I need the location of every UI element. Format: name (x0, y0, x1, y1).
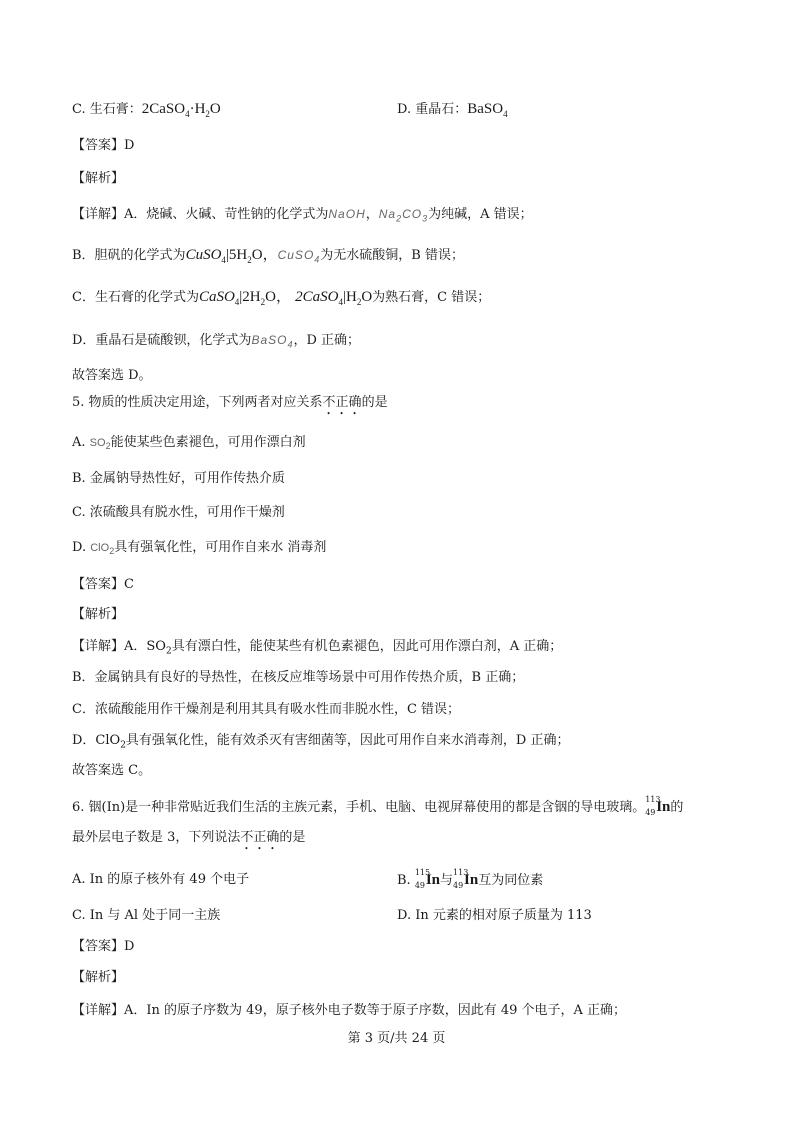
formula: $CuSO_4|5H_2O$， (185, 247, 278, 265)
q5-detail-c: C．浓硫酸能用作干燥剂是利用其具有吸水性而非脱水性，C 错误； (72, 702, 461, 717)
q5-option-c: C. 浓硫酸具有脱水性，可用作干燥剂 (72, 505, 285, 520)
q5-analysis-heading: 【解析】 (72, 607, 125, 622)
q4-detail-a: 【详解】A．烧碱、火碱、苛性钠的化学式为NaOH，$Na_2CO_3$为纯碱，A 错误； (72, 207, 533, 224)
q6-option-c: C. In 与 Al 处于同一主族 (72, 908, 221, 923)
q6-detail-a: 【详解】A．In 的原子序数为 49，原子核外电子数等于原子序数，因此有 49 个电子，A 正确； (72, 1003, 627, 1018)
q4-detail-b: B．胆矾的化学式为$CuSO_4|5H_2O$，CuSO$_4$为无水硫酸铜，B 错误； (72, 247, 464, 265)
formula: NaOH (328, 207, 366, 221)
q4-detail-c: C．生石膏的化学式为$CaSO_4|2H_2O$， $2CaSO_4|H_2O$为熟石膏，C 错误； (72, 289, 491, 307)
formula: $CaSO_4|2H_2O$， (198, 289, 291, 307)
q6-answer: 【答案】D (72, 939, 135, 954)
formula: CuSO$_4$ (277, 248, 321, 265)
isotope-symbol: 113 49 In (453, 868, 479, 890)
formula: $2CaSO_4\cdot H_2O$ (141, 101, 221, 119)
formula: BaSO$_4$ (467, 101, 508, 119)
q6-option-a: A. In 的原子核外有 49 个电子 (72, 872, 250, 887)
formula: $Na_2CO_3$ (378, 207, 429, 224)
q5-answer: 【答案】C (72, 577, 134, 592)
q4-option-d: D. 重晶石：BaSO$_4$ (397, 101, 508, 119)
q4-analysis-heading: 【解析】 (72, 171, 125, 186)
q4-answer: 【答案】D (72, 138, 135, 153)
q4-option-c: C. 生石膏：$2CaSO_4\cdot H_2O$ (72, 101, 221, 119)
q5-option-b: B. 金属钠导热性好，可用作传热介质 (72, 471, 285, 486)
q6-option-d: D. In 元素的相对原子质量为 113 (397, 908, 592, 923)
page-footer: 第 3 页/共 24 页 (347, 1031, 446, 1046)
q5-option-a: A. $SO_2$能使某些色素褪色，可用作漂白剂 (72, 435, 306, 452)
formula: ClO$_2$ (90, 542, 115, 557)
isotope-symbol: 115 49 In (414, 868, 441, 890)
q6-analysis-heading: 【解析】 (72, 970, 125, 985)
q4-conclusion: 故答案选 D。 (72, 368, 152, 383)
q5-detail-d: D．ClO$_2$具有强氧化性，能有效杀灭有害细菌等，因此可用作自来水消毒剂，D 正确； (72, 733, 570, 751)
q4-detail-d: D．重晶石是硫酸钡，化学式为BaSO$_4$，D 正确； (72, 333, 361, 350)
formula: $2CaSO_4|H_2O$ (295, 289, 373, 307)
formula: $SO_2$ (89, 437, 111, 452)
q6-stem-line1: 6. 铟(In)是一种非常贴近我们生活的主族元素，手机、电脑、电视屏幕使用的都是含铟的导电玻璃。 113 49 In的 (72, 795, 684, 817)
q5-detail-a: 【详解】A．$SO_2$具有漂白性，能使某些有机色素褪色，因此可用作漂白剂，A 正确； (72, 639, 563, 657)
q5-detail-b: B．金属钠具有良好的导热性，在核反应堆等场景中可用作传热介质，B 正确； (72, 670, 525, 685)
q6-option-b: B. 115 49 In与 113 49 In互为同位素 (397, 868, 544, 890)
q5-conclusion: 故答案选 C。 (72, 763, 152, 778)
formula: BaSO$_4$ (251, 333, 294, 350)
q5-stem: 5. 物质的性质决定用途，下列两者对应关系不正确的是 (72, 395, 388, 410)
q5-option-d: D. ClO$_2$具有强氧化性，可用作自来水 消毒剂 (72, 540, 327, 557)
q6-stem-line2: 最外层电子数是 3，下列说法不正确的是 (72, 830, 306, 845)
isotope-symbol: 113 49 In (645, 795, 671, 817)
